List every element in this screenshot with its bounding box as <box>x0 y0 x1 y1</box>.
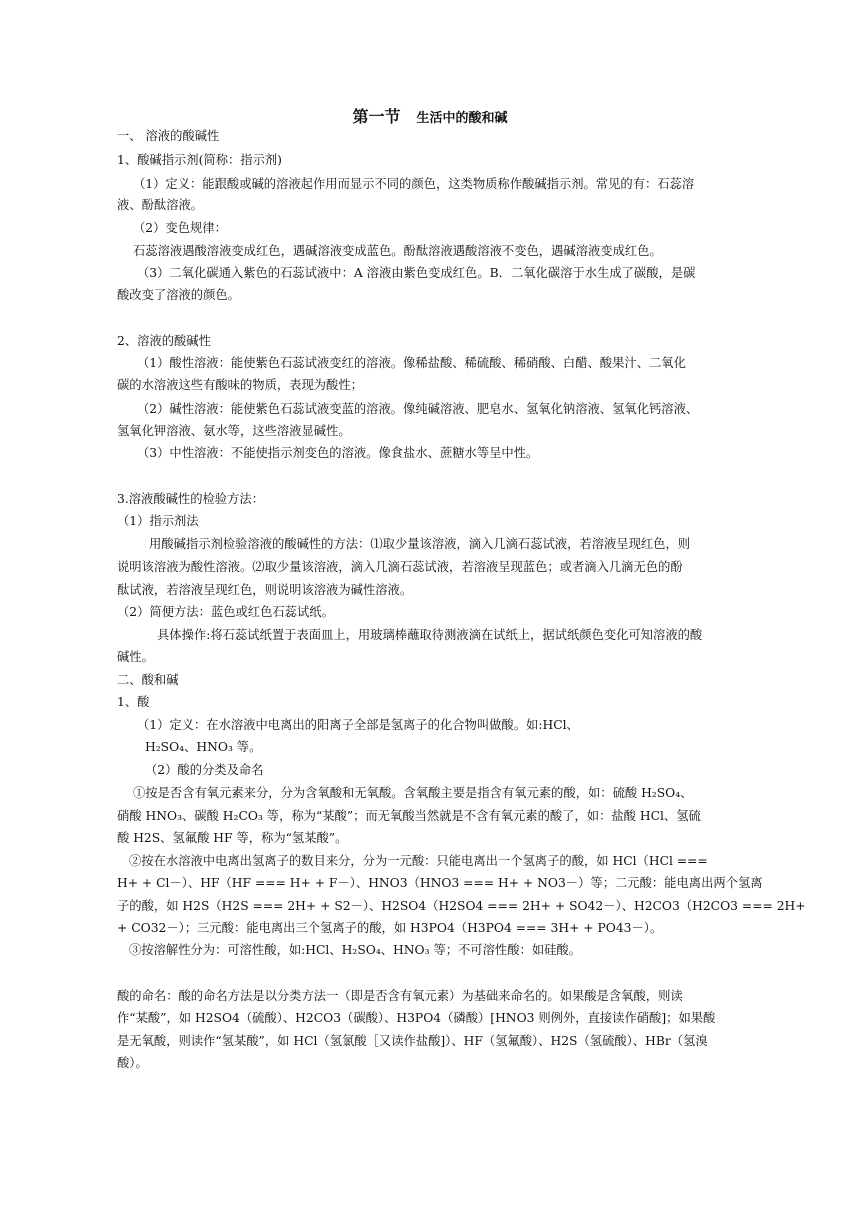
paragraph-line: （2）碱性溶液：能使紫色石蕊试液变蓝的溶液。像纯碱溶液、肥皂水、氢氧化钠溶液、氢氧化钙溶液、 <box>137 402 699 416</box>
paragraph-line: 说明该溶液为酸性溶液。⑵取少量该溶液，滴入几滴石蕊试液，若溶液呈现蓝色；或者滴入几滴无色的酚 <box>117 560 683 574</box>
paragraph-line: （3）中性溶液：不能使指示剂变色的溶液。像食盐水、蔗糖水等呈中性。 <box>137 446 539 460</box>
heading-acids-bases: 二、酸和碱 <box>117 673 179 687</box>
heading-solution-acidity: 一、 溶液的酸碱性 <box>117 129 220 143</box>
paragraph-line: （1）定义：在水溶液中电离出的阳离子全部是氢离子的化合物叫做酸。如:HCl、 <box>137 718 579 732</box>
page-title <box>0 104 860 127</box>
paragraph-line: + CO32－）；三元酸：能电离出三个氢离子的酸，如 H3PO4（H3PO4 === 3H+ + PO43－）。 <box>117 921 663 935</box>
subheading-test-method: 3.溶液酸碱性的检验方法： <box>117 492 264 506</box>
paragraph-line: ①按是否含有氧元素来分，分为含氧酸和无氧酸。含氧酸主要是指含有氧元素的酸，如：硫酸 H₂SO₄、 <box>133 786 693 800</box>
paragraph-line: （1）酸性溶液：能使紫色石蕊试液变红的溶液。像稀盐酸、稀硫酸、稀硝酸、白醋、酸果汁、二氧化 <box>137 356 686 370</box>
paragraph-line: 酸 H2S、氢氟酸 HF 等，称为“氢某酸”。 <box>117 831 348 845</box>
paragraph-line: 液、酚酞溶液。 <box>117 198 204 212</box>
paragraph-line: （3）二氧化碳通入紫色的石蕊试液中：A 溶液由紫色变成红色。B．二氧化碳溶于水生成了碳酸，是碳 <box>137 266 696 280</box>
paragraph-line: （1）指示剂法 <box>117 514 199 528</box>
paragraph-line: 用酸碱指示剂检验溶液的酸碱性的方法：⑴取少量该溶液，滴入几滴石蕊试液，若溶液呈现红色，则 <box>149 537 691 551</box>
paragraph-line: 子的酸，如 H2S（H2S === 2H+ + S2－）、H2SO4（H2SO4 === 2H+ + SO42－）、H2CO3（H2CO3 === 2H+ <box>117 899 806 913</box>
section-title: 第一节 <box>352 107 401 126</box>
paragraph-line: （2）变色规律： <box>133 221 227 235</box>
paragraph-line: 氢氧化钾溶液、氨水等，这些溶液显碱性。 <box>117 424 351 438</box>
paragraph-line: H₂SO₄、HNO₃ 等。 <box>145 740 262 754</box>
paragraph-line: 是无氧酸，则读作“氢某酸”，如 HCl（氢氯酸［又读作盐酸]）、HF（氢氟酸）、H2S（氢硫酸）、HBr（氢溴 <box>117 1034 708 1048</box>
paragraph-line: （2）简便方法：蓝色或红色石蕊试纸。 <box>117 605 334 619</box>
paragraph-line: （1）定义：能跟酸或碱的溶液起作用而显示不同的颜色，这类物质称作酸碱指示剂。常见的有：石蕊溶 <box>133 177 695 191</box>
subheading-acidity: 2、溶液的酸碱性 <box>117 334 211 348</box>
paragraph-line: 石蕊溶液遇酸溶液变成红色，遇碱溶液变成蓝色。酚酞溶液遇酸溶液不变色，遇碱溶液变成红色。 <box>133 244 662 258</box>
paragraph-line: 具体操作:将石蕊试纸置于表面皿上，用玻璃棒蘸取待测液滴在试纸上，据试纸颜色变化可知溶液的酸 <box>157 628 703 642</box>
subheading-indicator: 1、酸碱指示剂(简称：指示剂) <box>117 153 282 167</box>
subheading-acid: 1、酸 <box>117 695 150 709</box>
paragraph-line: 硝酸 HNO₃、碳酸 H₂CO₃ 等，称为“某酸”；而无氧酸当然就是不含有氧元素的酸了，如：盐酸 HCl、氢硫 <box>117 809 701 823</box>
paragraph-line: 酸）。 <box>117 1056 148 1070</box>
paragraph-line: 酸改变了溶液的颜色。 <box>117 288 240 302</box>
paragraph-line: H+ + Cl－）、HF（HF === H+ + F－）、HNO3（HNO3 === H+ + NO3－）等；二元酸：能电离出两个氢离 <box>117 876 763 890</box>
paragraph-line: （2）酸的分类及命名 <box>145 763 264 777</box>
paragraph-line: 酞试液，若溶液呈现红色，则说明该溶液为碱性溶液。 <box>117 583 413 597</box>
paragraph-line: ②按在水溶液中电离出氢离子的数目来分，分为一元酸：只能电离出一个氢离子的酸，如 HCl（HCl === <box>129 854 708 868</box>
paragraph-line: 碳的水溶液这些有酸味的物质，表现为酸性； <box>117 378 363 392</box>
paragraph-line: ③按溶解性分为：可溶性酸，如:HCl、H₂SO₄、HNO₃ 等；不可溶性酸：如硅酸。 <box>129 943 582 957</box>
section-subtitle: 生活中的酸和碱 <box>416 111 508 126</box>
paragraph-line: 作“某酸”，如 H2SO4（硫酸）、H2CO3（碳酸）、H3PO4（磷酸）[HNO3 则例外，直接读作硝酸]；如果酸 <box>117 1011 716 1025</box>
paragraph-line: 酸的命名：酸的命名方法是以分类方法一（即是否含有氧元素）为基础来命名的。如果酸是含氧酸，则读 <box>117 989 683 1003</box>
paragraph-line: 碱性。 <box>117 650 154 664</box>
